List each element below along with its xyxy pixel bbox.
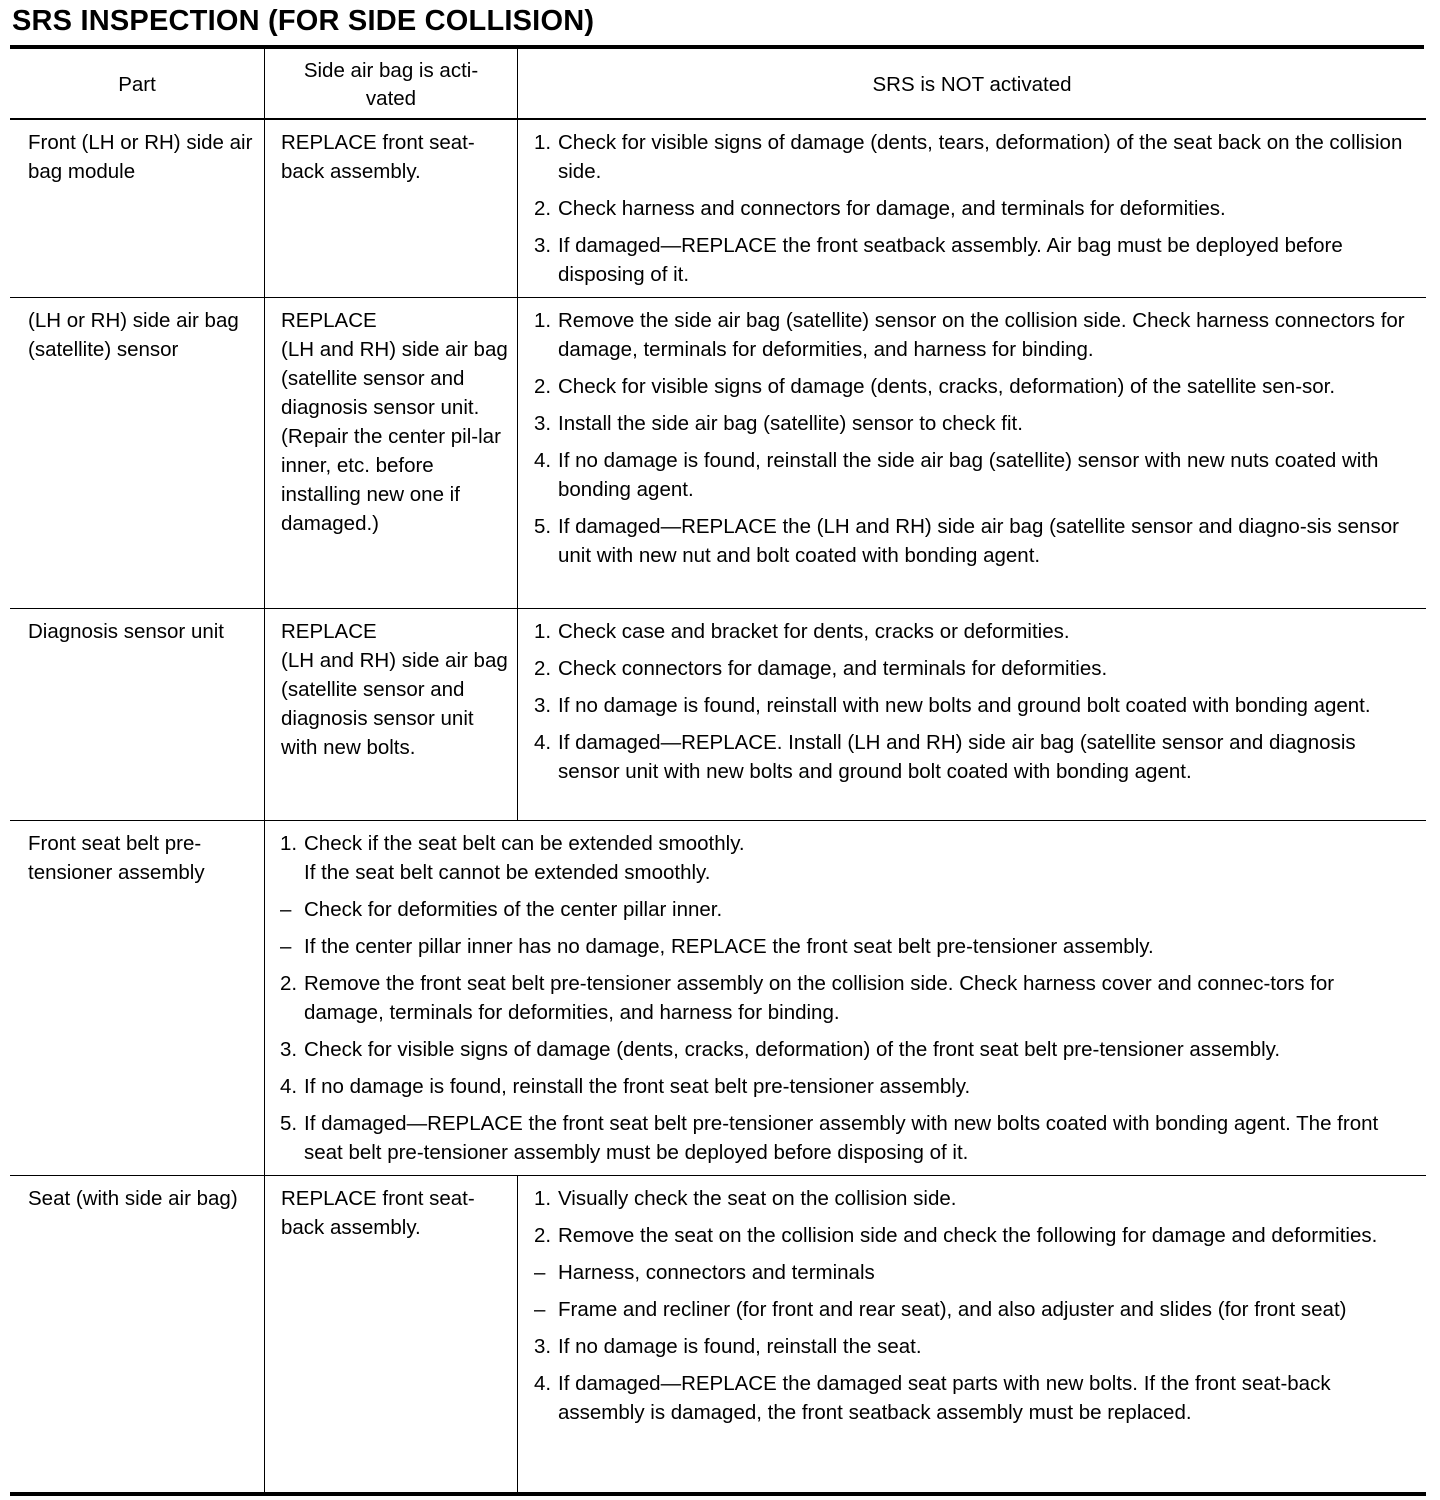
part-cell: Seat (with side air bag) [28,1187,238,1210]
list-item [534,128,1416,186]
list-item [534,409,1416,438]
list-item [534,1258,1416,1287]
list-item [534,691,1416,720]
list-marker: 4. [280,1075,298,1098]
list-marker: 2. [534,657,552,680]
list-item [280,1072,1416,1101]
list-text: Check for visible signs of damage (dents, cracks, deformation) of the front seat belt pre-tensioner assembly. [304,1038,1281,1061]
list-item [534,512,1416,570]
activated-cell: REPLACE front seat-back assembly. [265,1176,518,1494]
srs-inspection-table [10,49,1426,1496]
list-marker: – [280,935,292,958]
list-text: If damaged—REPLACE. Install (LH and RH) side air bag (satellite sensor and diagnosis sensor unit with new bolts and ground bolt coated with bonding agent. [558,731,1356,783]
list-text: Check case and bracket for dents, cracks or deformities. [558,620,1070,643]
list-item [534,728,1416,786]
list-marker: 4. [534,731,552,754]
list-item [534,654,1416,683]
list-item [534,1221,1416,1250]
activated-cell: REPLACE front seat-back assembly. [265,119,518,298]
table-row [10,119,1426,298]
list-item [534,1184,1416,1213]
not-activated-cell [518,609,1427,821]
list-marker: 1. [534,620,552,643]
list-text: Check for deformities of the center pillar inner. [304,898,723,921]
list-text: If damaged—REPLACE the front seatback assembly. Air bag must be deployed before disposing of it. [558,234,1343,286]
list-marker: 2. [280,972,298,995]
list-text: Check if the seat belt can be extended smoothly. If the seat belt cannot be extended smoothly. [304,832,745,884]
list-text: If damaged—REPLACE the (LH and RH) side air bag (satellite sensor and diagno-sis sensor unit with new nut and bolt coated with bonding agent. [558,515,1399,567]
list-item [534,1332,1416,1361]
table-row [10,298,1426,609]
combined-cell [265,821,1427,1176]
part-cell: (LH or RH) side air bag (satellite) sensor [28,309,239,361]
header-not-activated: SRS is NOT activated [518,49,1427,119]
list-marker: 2. [534,1224,552,1247]
list-marker: 4. [534,449,552,472]
part-cell: Front seat belt pre-tensioner assembly [28,832,205,884]
list-text: Frame and recliner (for front and rear seat), and also adjuster and slides (for front seat) [558,1298,1347,1321]
list-item [534,446,1416,504]
list-item [534,1369,1416,1427]
list-text: Check for visible signs of damage (dents, tears, deformation) of the seat back on the collision side. [558,131,1403,183]
list-marker: 1. [534,1187,552,1210]
list-item [534,306,1416,364]
not-activated-cell [518,1176,1427,1494]
list-item [280,895,1416,924]
list-marker: – [280,898,292,921]
list-text: Remove the side air bag (satellite) sensor on the collision side. Check harness connectors for damage, terminals for deformities, and harness for binding. [558,309,1405,361]
list-marker: 5. [534,515,552,538]
list-marker: 3. [534,412,552,435]
table-header-row [10,49,1426,119]
activated-cell: REPLACE (LH and RH) side air bag (satellite sensor and diagnosis sensor unit with new bolts. [265,609,518,821]
not-activated-cell [518,119,1427,298]
table-row [10,821,1426,1176]
list-item [534,1295,1416,1324]
list-marker: 1. [534,309,552,332]
table-row [10,609,1426,821]
steps-list [280,829,1416,1167]
list-text: If no damage is found, reinstall the seat. [558,1335,922,1358]
list-text: If no damage is found, reinstall the front seat belt pre-tensioner assembly. [304,1075,971,1098]
list-item [534,231,1416,289]
steps-list [534,128,1416,289]
part-cell: Front (LH or RH) side air bag module [28,131,253,183]
list-item [534,194,1416,223]
list-marker: 1. [280,832,298,855]
steps-list [534,1184,1416,1427]
list-marker: 2. [534,375,552,398]
list-text: If the center pillar inner has no damage, REPLACE the front seat belt pre-tensioner assembly. [304,935,1154,958]
list-text: Remove the front seat belt pre-tensioner assembly on the collision side. Check harness cover and connec-tors for damage, terminals for deformities, and harness for binding. [304,972,1335,1024]
page-title: SRS INSPECTION (FOR SIDE COLLISION) [12,5,595,37]
list-text: Visually check the seat on the collision side. [558,1187,957,1210]
list-marker: – [534,1261,546,1284]
header-part: Part [10,49,265,119]
list-text: Check connectors for damage, and terminals for deformities. [558,657,1108,680]
steps-list [534,306,1416,570]
list-marker: 2. [534,197,552,220]
header-activated: Side air bag is acti- vated [265,49,518,119]
list-item [534,617,1416,646]
list-text: If damaged—REPLACE the front seat belt pre-tensioner assembly with new bolts coated with bonding agent. The front seat belt pre-tensioner assembly must be deployed before disposing of it. [304,1112,1379,1164]
list-marker: 5. [280,1112,298,1135]
list-marker: 3. [280,1038,298,1061]
list-text: Harness, connectors and terminals [558,1261,875,1284]
part-cell: Diagnosis sensor unit [28,620,224,643]
list-item [280,1035,1416,1064]
list-text: If no damage is found, reinstall the side air bag (satellite) sensor with new nuts coated with bonding agent. [558,449,1379,501]
list-item [280,1109,1416,1167]
list-item [534,372,1416,401]
list-marker: 4. [534,1372,552,1395]
table-row [10,1176,1426,1494]
list-text: Install the side air bag (satellite) sensor to check fit. [558,412,1023,435]
list-item [280,829,1416,887]
list-text: Check harness and connectors for damage, and terminals for deformities. [558,197,1226,220]
list-item [280,932,1416,961]
list-text: If no damage is found, reinstall with new bolts and ground bolt coated with bonding agent. [558,694,1371,717]
not-activated-cell [518,298,1427,609]
list-marker: 1. [534,131,552,154]
list-marker: 3. [534,1335,552,1358]
activated-cell: REPLACE (LH and RH) side air bag (satellite sensor and diagnosis sensor unit. (Repair the center pil-lar inner, etc. before installing new one if damaged.) [265,298,518,609]
list-marker: – [534,1298,546,1321]
list-text: If damaged—REPLACE the damaged seat parts with new bolts. If the front seat-back assembly is damaged, the front seatback assembly must be replaced. [558,1372,1331,1424]
list-marker: 3. [534,694,552,717]
list-text: Check for visible signs of damage (dents, cracks, deformation) of the satellite sen-sor. [558,375,1336,398]
list-marker: 3. [534,234,552,257]
list-item [280,969,1416,1027]
steps-list [534,617,1416,786]
list-text: Remove the seat on the collision side and check the following for damage and deformities. [558,1224,1378,1247]
